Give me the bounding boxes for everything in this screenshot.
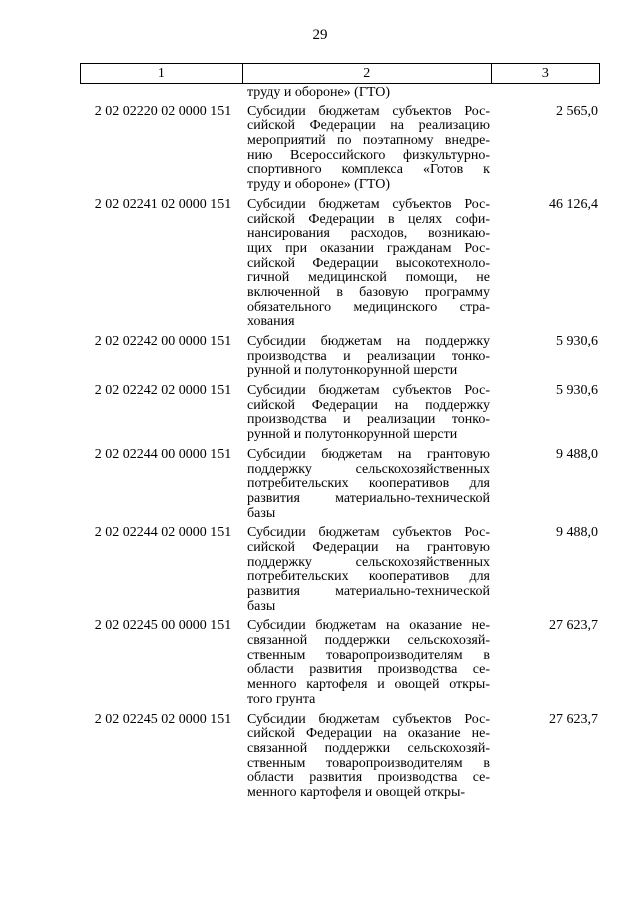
description-line: хования — [247, 314, 295, 330]
table-row — [80, 448, 600, 521]
row-description — [242, 105, 492, 193]
description-line: сийской Федерации на грантовую — [247, 539, 490, 555]
table-row — [80, 105, 600, 193]
row-code: 2 02 02244 02 0000 151 — [94, 525, 232, 541]
description-line: развития материально-технической — [247, 490, 490, 506]
description-line: Субсидии бюджетам на оказание не- — [247, 618, 490, 634]
description-line: связанной поддержки сельскохозяй- — [247, 740, 490, 756]
row-code: 2 02 02245 00 0000 151 — [94, 618, 232, 634]
table-row — [80, 619, 600, 707]
description-line: Субсидии бюджетам субъектов Рос- — [247, 196, 490, 212]
table-row — [80, 384, 600, 443]
description-line: производства и реализации тонко- — [247, 348, 490, 364]
description-line: спортивного комплекса «Готов к — [247, 162, 490, 178]
description-line: базы — [247, 505, 276, 521]
continuation-text: труду и обороне» (ГТО) — [247, 85, 391, 100]
row-amount: 5 930,6 — [556, 334, 598, 349]
description-line: рунной и полутонкорунной шерсти — [247, 427, 458, 443]
description-line: того грунта — [247, 691, 316, 707]
description-line: Субсидии бюджетам субъектов Рос- — [247, 103, 490, 119]
row-amount: 5 930,6 — [556, 383, 598, 399]
row-code: 2 02 02241 02 0000 151 — [94, 196, 232, 212]
row-code: 2 02 02244 00 0000 151 — [94, 446, 232, 462]
row-amount: 2 565,0 — [556, 103, 598, 119]
description-line: включенной в базовую программу — [247, 284, 490, 300]
description-line: связанной поддержки сельскохозяй- — [247, 633, 490, 649]
table-row — [80, 198, 600, 330]
description-line: Субсидии бюджетам на поддержку — [247, 334, 490, 349]
description-line: Субсидии бюджетам на грантовую — [247, 446, 490, 462]
description-line: обязательного медицинского стра- — [247, 299, 490, 315]
page-number: 29 — [312, 27, 328, 43]
description-line: нию Всероссийского физкультурно- — [247, 147, 490, 163]
description-line: поддержку сельскохозяйственных — [247, 554, 490, 570]
row-description — [242, 526, 492, 614]
description-line: Субсидии бюджетам субъектов Рос- — [247, 383, 490, 399]
row-description — [242, 198, 492, 330]
description-line: сийской Федерации на поддержку — [247, 397, 490, 413]
row-amount: 46 126,4 — [549, 196, 598, 212]
description-line: сийской Федерации на реализацию — [247, 118, 490, 134]
description-line: развития материально-технической — [247, 584, 490, 599]
description-line: нансирования расходов, возникаю- — [247, 226, 490, 242]
description-line: потребительских кооперативов для — [247, 476, 490, 492]
row-description — [242, 335, 492, 379]
row-code: 2 02 02220 02 0000 151 — [94, 103, 232, 119]
description-line: щих при оказании гражданам Рос- — [247, 240, 490, 256]
description-line: сийской Федерации на оказание не- — [247, 726, 490, 742]
table-row — [80, 713, 600, 801]
table-row — [80, 526, 600, 614]
description-line: ственным товаропроизводителям в — [247, 755, 490, 771]
description-line: сийской Федерации высокотехноло- — [247, 255, 490, 271]
row-code: 2 02 02242 02 0000 151 — [94, 383, 232, 399]
row-amount: 9 488,0 — [556, 446, 598, 462]
description-line: области развития производства се- — [247, 662, 490, 678]
description-line: производства и реализации тонко- — [247, 412, 490, 428]
table-header — [80, 63, 600, 84]
description-line: рунной и полутонкорунной шерсти — [247, 363, 458, 379]
table-body — [80, 86, 600, 801]
row-amount: 9 488,0 — [556, 525, 598, 541]
description-line: мероприятий по поэтапному внедре- — [247, 133, 490, 149]
description-line: поддержку сельскохозяйственных — [247, 461, 490, 477]
continuation-row — [80, 86, 600, 101]
row-description — [242, 448, 492, 521]
description-line: Субсидии бюджетам субъектов Рос- — [247, 711, 490, 727]
description-line: потребительских кооперативов для — [247, 569, 490, 585]
description-line: гичной медицинской помощи, не — [247, 270, 490, 286]
row-description — [242, 384, 492, 443]
description-line: ственным товаропроизводителям в — [247, 647, 490, 663]
row-description — [242, 713, 492, 801]
row-amount: 27 623,7 — [549, 618, 598, 634]
description-line: Субсидии бюджетам субъектов Рос- — [247, 525, 490, 541]
row-amount: 27 623,7 — [549, 711, 598, 727]
description-line: труду и обороне» (ГТО) — [247, 177, 391, 193]
header-col-3: 3 — [541, 65, 549, 81]
header-col-1: 1 — [81, 64, 243, 83]
row-description — [242, 619, 492, 707]
row-code: 2 02 02245 02 0000 151 — [94, 711, 232, 727]
row-code: 2 02 02242 00 0000 151 — [94, 334, 232, 349]
description-line: сийской Федерации в целях софи- — [247, 211, 490, 227]
description-line: менного картофеля и овощей откры- — [247, 677, 490, 693]
table-row — [80, 335, 600, 379]
description-line: менного картофеля и овощей откры- — [247, 784, 466, 800]
description-line: области развития производства се- — [247, 770, 490, 786]
description-line: базы — [247, 598, 276, 614]
header-col-2: 2 — [243, 64, 492, 83]
budget-table — [80, 63, 600, 801]
